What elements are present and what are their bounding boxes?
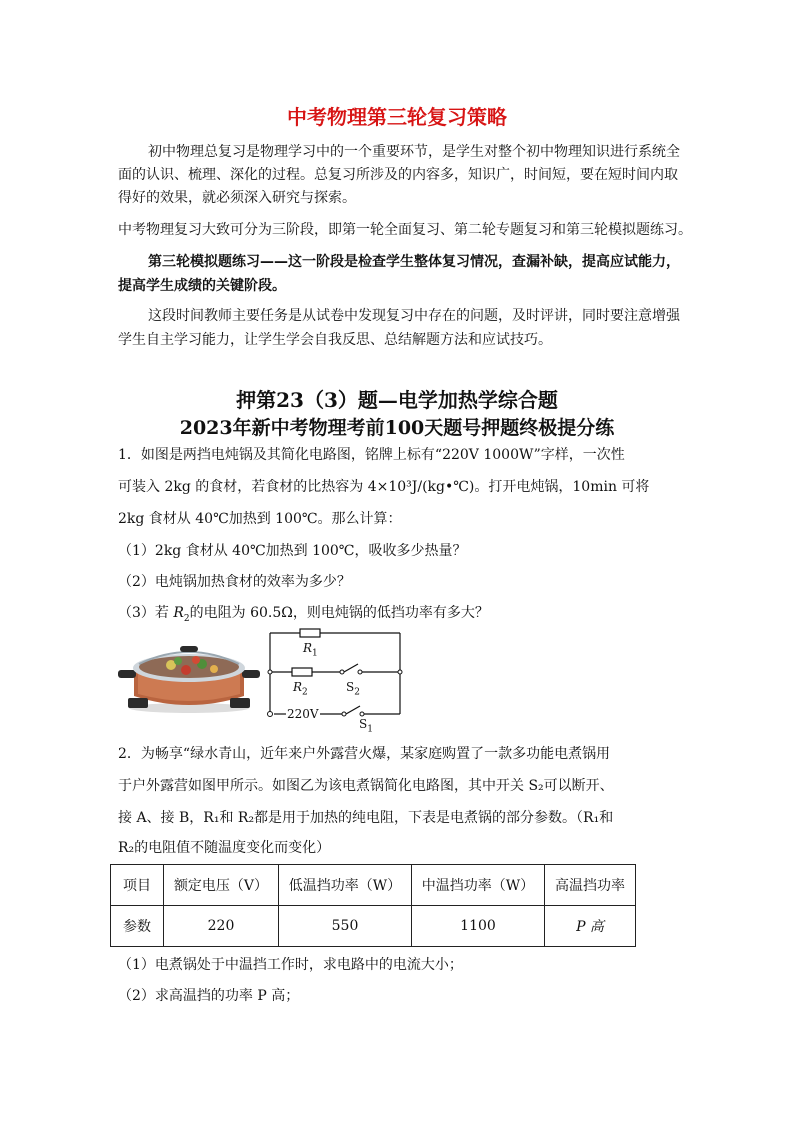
table-header-cell: 高温挡功率	[545, 865, 636, 906]
intro-p3-line2: 提高学生成绩的关键阶段。	[118, 278, 286, 294]
table-header-cell: 项目	[111, 865, 164, 906]
q2-line2: 于户外露营如图甲所示。如图乙为该电煮锅简化电路图，其中开关 S₂可以断开、	[118, 778, 614, 794]
q2-line1: 2．为畅享“绿水青山，近年来户外露营火爆，某家庭购置了一款多功能电煮锅用	[118, 746, 611, 762]
q1-line3: 2kg 食材从 40℃加热到 100℃。那么计算：	[118, 511, 402, 527]
q1-sub2: （2）电炖锅加热食材的效率为多少？	[118, 574, 351, 590]
table-cell: 1100	[412, 906, 545, 947]
document-title: 中考物理第三轮复习策略	[287, 105, 507, 129]
q1-sub3: （3）若 $R_2$的电阻为 60.5Ω，则电炖锅的低挡功率有多大？	[118, 605, 489, 624]
intro-p4-line2: 学生自主学习能力，让学生学会自我反思、总结解题方法和应试技巧。	[118, 332, 552, 348]
table-cell: 550	[279, 906, 412, 947]
circuit-label-s2: $S_2$	[346, 680, 360, 698]
q2-line3: 接 A、接 B，R₁和 R₂都是用于加热的纯电阻，下表是电煮锅的部分参数。（R₁和	[118, 810, 614, 826]
q2-sub2: （2）求高温挡的功率 P 高；	[118, 988, 300, 1004]
stew-pot-illustration	[116, 634, 262, 714]
q1-line1: 1．如图是两挡电炖锅及其简化电路图，铭牌上标有“220V 1000W”字样，一次性	[118, 447, 625, 463]
q1-sub1: （1）2kg 食材从 40℃加热到 100℃，吸收多少热量？	[118, 543, 467, 559]
intro-p4-line1: 这段时间教师主要任务是从试卷中发现复习中存在的问题，及时评讲，同时要注意增强	[148, 308, 680, 324]
intro-p1-line1: 初中物理总复习是物理学习中的一个重要环节，是学生对整个初中物理知识进行系统全	[148, 144, 680, 160]
q2-line4: R₂的电阻值不随温度变化而变化）	[118, 840, 331, 856]
section-subtitle: 2023年新中考物理考前100天题号押题终极提分练	[179, 417, 615, 439]
table-row	[111, 906, 636, 947]
circuit-label-voltage: 220V	[287, 707, 319, 721]
table-cell: P 高	[545, 906, 636, 947]
circuit-diagram	[262, 622, 412, 740]
table-header-row	[111, 865, 636, 906]
intro-p1-line2: 面的认识、梳理、深化的过程。总复习所涉及的内容多，知识广，时间短，要在短时间内取	[118, 167, 678, 183]
intro-p1-line3: 得好的效果，就必须深入研究与探索。	[118, 190, 356, 206]
table-cell: 参数	[111, 906, 164, 947]
parameters-table	[110, 864, 636, 947]
table-header-cell: 低温挡功率（W）	[279, 865, 412, 906]
section-title: 押第23（3）题—电学加热学综合题	[236, 388, 558, 412]
intro-p3-line1: 第三轮模拟题练习——这一阶段是检查学生整体复习情况，查漏补缺，提高应试能力，	[148, 254, 680, 270]
q2-sub1: （1）电煮锅处于中温挡工作时，求电路中的电流大小；	[118, 957, 463, 973]
circuit-label-s1: $S_1$	[359, 717, 373, 735]
circuit-label-r1: $R_1$	[303, 641, 318, 659]
table-header-cell: 额定电压（V）	[164, 865, 279, 906]
intro-p2: 中考物理复习大致可分为三阶段，即第一轮全面复习、第二轮专题复习和第三轮模拟题练习。	[118, 222, 692, 238]
table-header-cell: 中温挡功率（W）	[412, 865, 545, 906]
q1-line2: 可装入 2kg 的食材，若食材的比热容为 4×10³J/(kg•℃)。打开电炖锅，10min 可将	[118, 479, 650, 495]
table-cell: 220	[164, 906, 279, 947]
circuit-label-r2: $R_2$	[293, 680, 308, 698]
